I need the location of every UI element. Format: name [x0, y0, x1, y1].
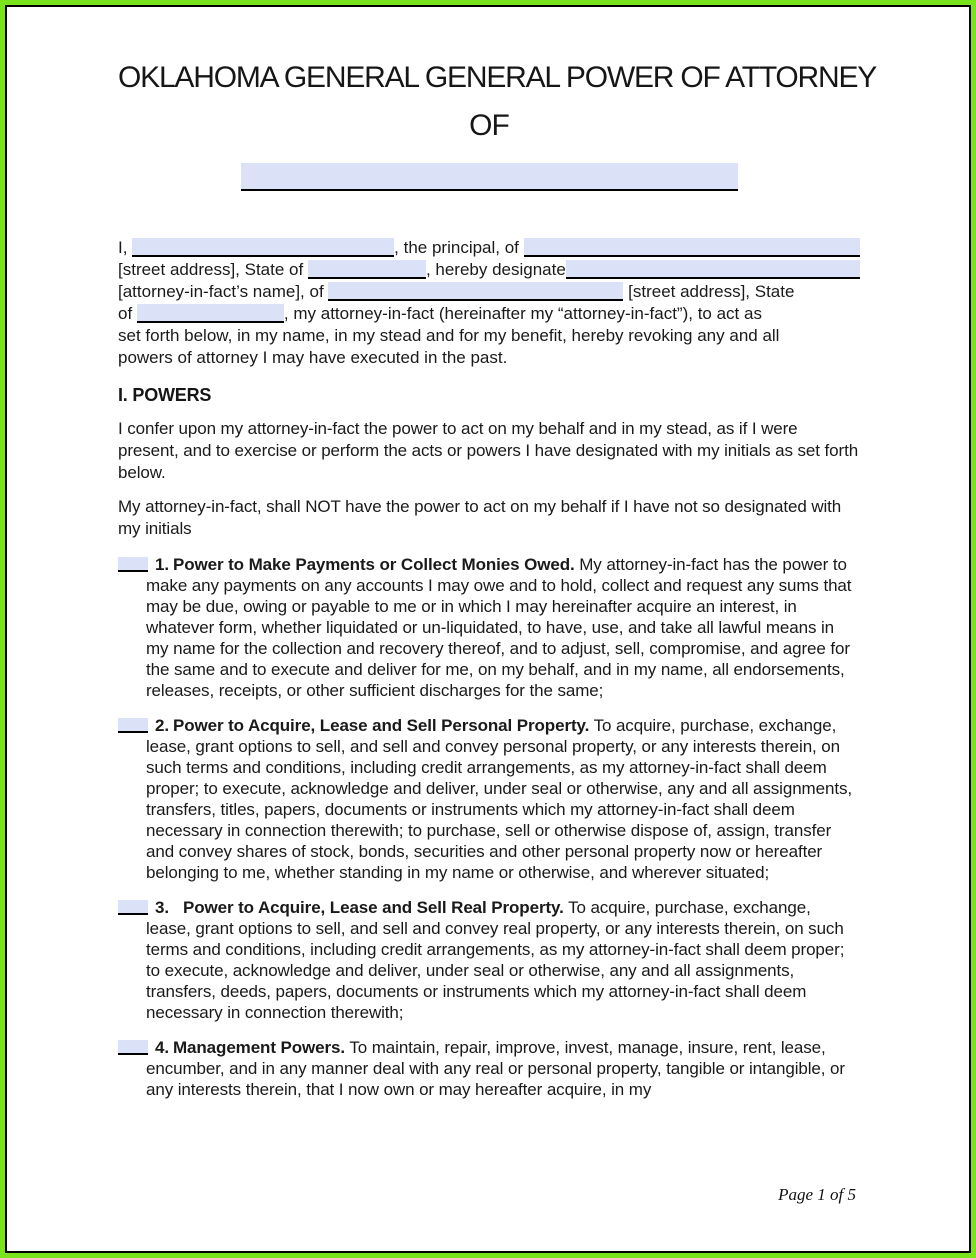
attorney-in-fact-name-field[interactable] — [566, 260, 860, 279]
item-number: 4. — [155, 1038, 169, 1057]
item-body: To acquire, purchase, exchange, lease, grant options to sell, and sell and convey personal property, or any interests therein, on such terms and conditions, including credit arrangements, as my attorney-in-fact shall deem proper; to execute, acknowledge and deliver, under seal or otherwise, any and all assignments, transfers, titles, papers, documents or instruments which my attorney-in-fact shall deem necessary in connection therewith; to purchase, sell or otherwise dispose of, assign, transfer and convey shares of stock, bonds, securities and other personal property now or hereafter belonging to me, whether standing in my name or otherwise, and wherever situated; — [146, 716, 852, 882]
power-item-4 — [118, 1037, 860, 1100]
item-body: To acquire, purchase, exchange, lease, grant options to sell, and sell and convey real property, or any interests therein, on such terms and conditions, including credit arrangements, as my attorney-in-fact shall deem proper; to execute, acknowledge and deliver, under seal or otherwise, any and all assignments, transfers, deeds, papers, documents or instruments which my attorney-in-fact shall deem necessary in connection therewith; — [146, 898, 845, 1022]
power-item-3 — [118, 897, 860, 1023]
intro-text: [attorney-in-fact’s name], of — [118, 282, 329, 301]
powers-limitation-paragraph: My attorney-in-fact, shall NOT have the power to act on my behalf if I have not so designated with my initials — [118, 497, 842, 538]
intro-text: powers of attorney I may have executed in the past. — [118, 348, 508, 367]
document-page — [5, 5, 971, 1253]
item-body: My attorney-in-fact has the power to make any payments on any accounts I may owe and to hold, collect and request any sums that may be due, owing or payable to me or in which I may hereinafter acquire an interest, in whatever form, whether liquidated or un-liquidated, to have, use, and take all lawful means in my name for the collection and recovery thereof, and to adjust, sell, compromise, and agree for the same and to execute and deliver for me, on my behalf, and in my name, all endorsements, releases, receipts, or other sufficient discharges for the same; — [146, 555, 852, 700]
item-label: Power to Acquire, Lease and Sell Real Property. — [182, 898, 564, 917]
power-item-1 — [118, 554, 860, 701]
attorney-in-fact-street-address-field[interactable] — [328, 282, 623, 301]
intro-text: of — [118, 304, 137, 323]
item-label: Management Powers. — [172, 1038, 346, 1057]
intro-text: [street address], State of — [118, 260, 308, 279]
item-number: 1. — [155, 555, 169, 574]
intro-line-5 — [118, 325, 860, 347]
item-number: 3. — [155, 898, 169, 917]
intro-line-6 — [118, 347, 860, 369]
intro-line-1 — [118, 237, 860, 259]
document-title: OKLAHOMA GENERAL GENERAL POWER OF ATTORNEY — [118, 61, 877, 94]
title-field-row — [118, 163, 860, 191]
attorney-in-fact-state-field[interactable] — [137, 304, 284, 323]
intro-line-3 — [118, 281, 860, 303]
intro-line-4 — [118, 303, 860, 325]
item-number: 2. — [155, 716, 169, 735]
designation-paragraph — [118, 237, 860, 369]
item-label: Power to Acquire, Lease and Sell Personal Property. — [172, 716, 590, 735]
intro-text: , the principal, of — [394, 238, 524, 257]
powers-intro-paragraph: I confer upon my attorney-in-fact the power to act on my behalf and in my stead, as if I were present, and to exercise or perform the acts or powers I have designated with my initials as set forth below. — [118, 419, 859, 482]
document-subtitle: OF — [469, 109, 509, 142]
item-body: To maintain, repair, improve, invest, manage, insure, rent, lease, encumber, and in any manner deal with any real or personal property, tangible or intangible, or any interests therein, that I now own or may hereafter acquire, in my — [146, 1038, 845, 1099]
intro-text: set forth below, in my name, in my stead and for my benefit, hereby revoking any and all — [118, 326, 780, 345]
page-number: Page 1 of 5 — [778, 1185, 856, 1204]
principal-street-address-field[interactable] — [524, 238, 860, 257]
intro-text: [street address], State — [623, 282, 795, 301]
intro-text: , hereby designate — [425, 260, 566, 279]
intro-line-2 — [118, 259, 860, 281]
initials-field-3[interactable] — [118, 900, 148, 915]
item-label: Power to Make Payments or Collect Monies Owed. — [172, 555, 575, 574]
intro-text: I, — [118, 238, 133, 257]
powers-section-heading: I. POWERS — [118, 385, 212, 405]
power-item-2 — [118, 715, 860, 883]
initials-field-2[interactable] — [118, 718, 148, 733]
document-content — [118, 7, 877, 1100]
principal-name-field[interactable] — [132, 238, 394, 257]
initials-field-4[interactable] — [118, 1040, 148, 1055]
intro-text: , my attorney-in-fact (hereinafter my “attorney-in-fact”), to act as — [283, 304, 762, 323]
principal-name-title-field[interactable] — [241, 163, 738, 191]
initials-field-1[interactable] — [118, 557, 148, 572]
principal-state-field[interactable] — [308, 260, 426, 279]
